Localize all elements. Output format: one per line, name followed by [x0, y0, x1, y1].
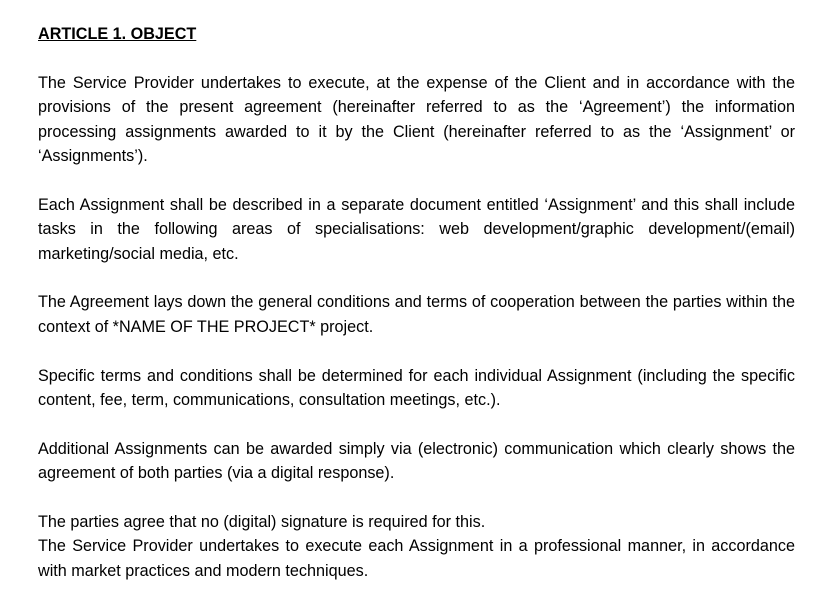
document-body [38, 22, 795, 583]
paragraph-additional-assignments: Additional Assignments can be awarded simply via (electronic) communication which clearly shows the agreement of both parties (via a digital response). [38, 439, 795, 483]
paragraph-no-signature: The parties agree that no (digital) signature is required for this. [38, 513, 486, 532]
article-heading: ARTICLE 1. OBJECT [38, 25, 197, 43]
paragraph-service-provider-undertaking: The Service Provider undertakes to execute, at the expense of the Client and in accordance with the provisions of the present agreement (hereinafter referred to as the ‘Agreement’) the information processing assignments awarded to it by the Client (hereinafter referred to as the ‘Assignment’ or ‘Assignments’). [38, 73, 795, 166]
paragraph-agreement-conditions: The Agreement lays down the general conditions and terms of cooperation between the parties within the context of *NAME OF THE PROJECT* project. [38, 293, 795, 336]
paragraph-assignment-description: Each Assignment shall be described in a separate document entitled ‘Assignment’ and this shall include tasks in the following areas of specialisations: web development/graphic development/(email) marketing/social media, etc. [38, 195, 795, 263]
paragraph-professional-execution: The Service Provider undertakes to execute each Assignment in a professional manner, in accordance with market practices and modern techniques. [38, 537, 795, 580]
paragraph-specific-terms: Specific terms and conditions shall be determined for each individual Assignment (including the specific content, fee, term, communications, consultation meetings, etc.). [38, 366, 795, 410]
